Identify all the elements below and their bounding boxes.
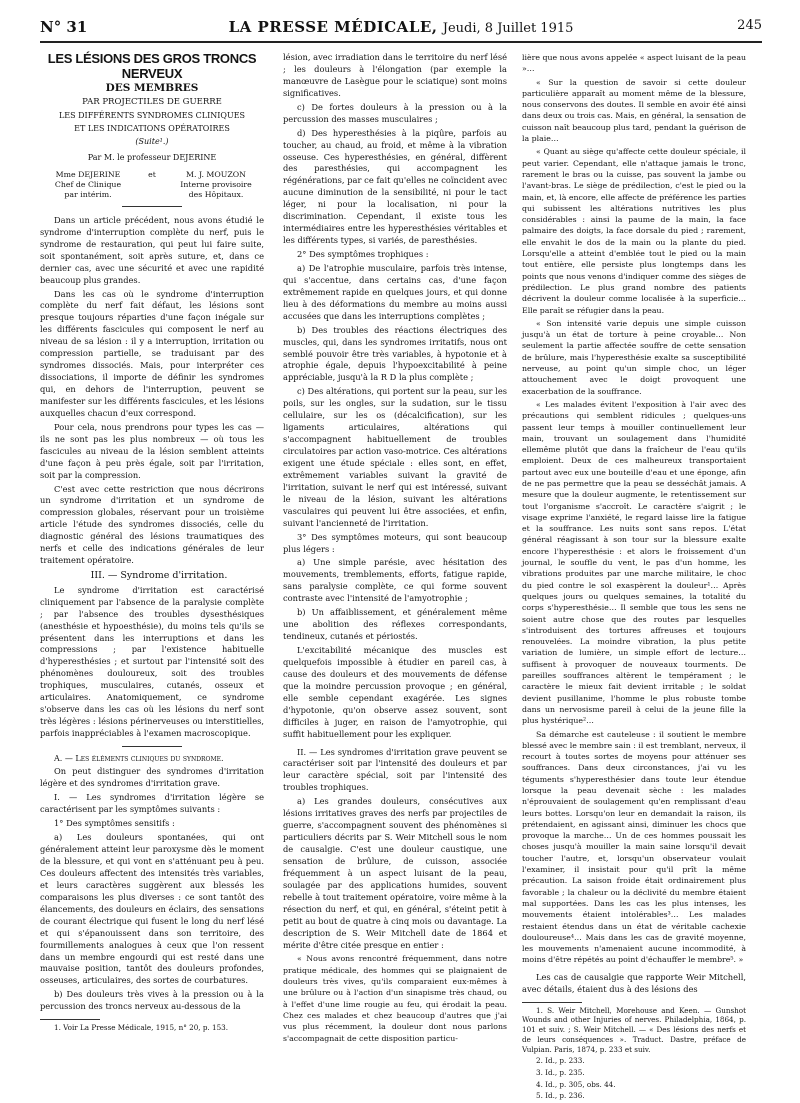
footnote: 4. Id., p. 305, obs. 44. — [536, 1079, 616, 1089]
paragraph: Pour cela, nous prendrons pour types les cas — ils ne sont pas les plus nombreux — où tous les fascicules au niveau de la lésion semblent atteints d'une façon à peu près égale, soit par l'irritation, soit par la compression. — [40, 421, 264, 480]
quotation: « Nous avons rencontré fréquemment, dans notre pratique médicale, des hommes qui se plaignaient de douleurs très vives, qu'ils comparaient eux-mêmes à une brûlure ou à l'action d'un sinapisme très chaud, ou à l'effet d'une lime rougie au feu, qui érodait la peau. Chez ces malades et chez beaucoup d'autres que j'ai vus plus récemment, la douleur dont nous parlons s'accompagnait de cette disposition particu- — [283, 954, 507, 1043]
authors-conjunction: et — [148, 169, 156, 179]
author-1 — [40, 170, 136, 200]
article-subtitle-line1: LES DIFFÉRENTS SYNDROMES CLINIQUES — [58, 110, 246, 120]
footnote-rule — [40, 1019, 100, 1020]
author-1-name: Mme DEJERINE — [55, 169, 121, 179]
paragraph: a) De l'atrophie musculaire, parfois très intense, qui s'accentue, dans certains cas, d'une façon extrêmement rapide en quelques jours, et qui donne lieu à des déformations du membre au moins aussi accusées que dans les interruptions complètes ; — [283, 262, 507, 321]
title-rule — [122, 206, 182, 207]
footnote: 1. Voir La Presse Médicale, 1915, n° 20, p. 153. — [54, 1023, 229, 1033]
symptom-heading: 2° Des symptômes trophiques : — [297, 249, 429, 259]
paragraph: c) De fortes douleurs à la pression ou à la percussion des masses musculaires ; — [283, 101, 507, 124]
header-rule — [40, 41, 762, 43]
paragraph: b) Des douleurs très vives à la pression ou à la percussion des troncs nerveux au-dessous de la — [40, 989, 264, 1012]
article-title-line3: PAR PROJECTILES DE GUERRE — [82, 97, 222, 107]
paragraph: II. — Les syndromes d'irritation grave peuvent se caractériser soit par l'intensité des douleurs et par leur caractère spécial, soit par l'intensité des troubles trophiques. — [283, 746, 507, 793]
author-1-role: Chef de Clinique — [54, 179, 122, 189]
paragraph: Dans les cas où le syndrome d'interruption complète du nerf fait défaut, les lésions sont presque toujours réparties d'une façon inégale sur les différents fascicules qui composent le nerf au niveau de sa lésion : il y a interruption, irritation ou compression partielle, se traduisant par des syndromes dissociés. Mais, pour interpréter ces dissociations, il importe de définir les syndromes qui, en dehors de l'interruption, peuvent se manifester sur les différents fascicules, et les lésions auxquelles chacun d'eux correspond. — [40, 288, 264, 418]
footnote: 1. S. Weir Mitchell, Morehouse and Keen. — Gunshot Wounds and other Injuries of nerves. Philadelphia, 1864, p. 101 et suiv. ; S. Weir Mitchell. — « Des lésions des nerfs et de leurs conséquences ». Traduct. Dastre, préface de Vulpian. Paris, 1874, p. 233 et suiv. — [522, 1005, 746, 1054]
section-heading: III. — Syndrome d'irritation. — [90, 570, 228, 582]
quotation: lière que nous avons appelée « aspect luisant de la peau »… — [522, 53, 746, 74]
paragraph: d) Des hyperesthésies à la piqûre, parfois au toucher, au chaud, au froid, et même à la vibration osseuse. Ces hyperesthésies, en général, diffèrent des paresthésies, qui accompagnent les régénérations, par ce fait qu'elles ne coïncident avec aucune diminution de la sensibilité, ni pour le tact léger, ni pour la localisation, ni pour la discrimination. Cependant, il existe tous les intermédiaires entre les hyperesthésies véritables et les différents types, si variés, de paresthésies. — [283, 127, 507, 246]
subsection-heading: A. — Les éléments cliniques du syndrome. — [54, 753, 224, 763]
paragraph: c) Des altérations, qui portent sur la peau, sur les poils, sur les ongles, sur la sudation, sur le tissu cellulaire, sur les os (décalcification), sur les ligaments articulaires, altérations qui s'accompagnent habituellement de troubles circulatoires par action vaso-motrice. Ces altérations exigent une étude spéciale : elles sont, en effet, extrêmement variables suivant la gravité de l'irritation, suivant le nerf qui est intéressé, suivant le niveau de la lésion, suivant les altérations vasculaires qui peuvent lui être associées, et enfin, suivant l'ancienneté de l'irritation. — [283, 386, 507, 528]
article-subtitle-line2: ET LES INDICATIONS OPÉRATOIRES — [74, 123, 230, 133]
author-2 — [168, 170, 264, 200]
footnote: 5. Id., p. 236. — [536, 1091, 585, 1101]
article-continuation: (Suite¹.) — [135, 137, 169, 147]
paragraph: L'excitabilité mécanique des muscles est quelquefois impossible à étudier en pareil cas, à cause des douleurs et des mouvements de défense que la moindre percussion provoque ; en général, elle semble cependant exagérée. Les signes d'hypotonie, qu'on observe assez souvent, sont difficiles à juger, en raison de l'amyotrophie, qui suffit habituellement pour les expliquer. — [283, 645, 507, 739]
article-title-block — [40, 52, 264, 164]
quotation: « Son intensité varie depuis une simple cuisson jusqu'à un état de torture à peine croyable… Non seulement la partie affectée souffre de cette sensation de brûlure, mais l'hyperesthésie exalte sa susceptibilité nerveuse, au point qu'un simple choc, un léger attouchement avec le doigt provoquent une exacerbation de la souffrance. — [522, 318, 746, 396]
quotation: « Les malades évitent l'exposition à l'air avec des précautions qui semblent ridicules ; quelques-uns passent leur temps à mouiller continuellement leur main, trouvant un soulagement dans l'humidité ellemême plutôt que dans la fraîcheur de l'eau qu'ils emploient. Deux de ces malheureux transportaient partout avec eux une bouteille d'eau et une éponge, afin de ne pas permettre que la peau se desséchât jamais. A mesure que la douleur augmente, le retentissement sur tout l'organisme s'accroît. Le caractère s'aigrit ; le visage exprime l'anxiété, le regard laisse lire la fatigue et la souffrance. Les nuits sont sans repos. L'état général réagissant à son tour sur la blessure exalte encore l'hyperesthésie : et alors le froissement d'un journal, le souffle du vent, le pas d'un homme, les vibrations produites par une marche militaire, le choc du pied contre le sol exaspèrent la douleur¹… Après quelques jours ou quelques semaines, la totalité du corps s'hyperesthésie… Il semble que tous les sens ne soient autre chose que des routes par lesquelles s'introduisent des tortures affreuses et toujours renouvelées. La moindre vibration, la plus petite variation de lumière, un simple effort de lecture… suffisent à provoquer de nouveaux tourments. De pareilles souffrances altèrent le tempérament ; le caractère le mieux fait devient irritable ; le soldat devient pusillanime, l'homme le plus robuste tombe dans un nervosisme pareil à celui de la jeune fille la plus hystérique²… — [522, 399, 746, 726]
paragraph: Le syndrome d'irritation est caractérisé cliniquement par l'absence de la paralysie complète ; par l'absence des troubles dysesthésiques (anesthésie et hypoesthésie), du moins tels qu'ils se présentent dans les interruptions et dans les compressions ; par l'existence habituelle d'hyperesthésies ; et surtout par l'intensité soit des phénomènes douloureux, soit des troubles trophiques, musculaires, cutanés, osseux et articulaires. Anatomiquement, ce syndrome s'observe dans les cas où les lésions du nerf sont très légères : lésions périnerveuses ou interstitielles, parfois inappréciables à l'examen macroscopique. — [40, 584, 264, 738]
paragraph: lésion, avec irradiation dans le territoire du nerf lésé ; les douleurs à l'élongation (par exemple la manœuvre de Lasègue pour le sciatique) sont moins significatives. — [283, 52, 507, 98]
page-header — [40, 18, 762, 40]
paragraph: a) Une simple parésie, avec hésitation des mouvements, tremblements, efforts, fatigue rapide, sans paralysie complète, ce qui forme souvent contraste avec l'intensité de l'amyotrophie ; — [283, 557, 507, 604]
column-2 — [283, 52, 507, 1046]
issue-date: Jeudi, 8 Juillet 1915 — [442, 21, 574, 36]
footnote-rule — [522, 1002, 582, 1003]
quotation: « Sur la question de savoir si cette douleur particulière apparaît au moment même de la blessure, nous conservons des doutes. Il semble en avoir été ainsi dans deux ou trois cas. Mais, en général, la sensation de cuisson naît beaucoup plus tard, pendant la guérison de la plaie… — [522, 77, 746, 144]
paragraph: Les cas de causalgie que rapporte Weir Mitchell, avec détails, étaient dus à des lésions des — [522, 971, 746, 994]
paragraph: On peut distinguer des syndromes d'irritation légère et des syndromes d'irritation grave. — [40, 766, 264, 789]
author-2-name: M. J. MOUZON — [186, 169, 246, 179]
paragraph: I. — Les syndromes d'irritation légère se caractérisent par les symptômes suivants : — [40, 792, 264, 815]
quotation: « Quant au siège qu'affecte cette douleur spéciale, il peut varier. Cependant, elle n'attaque jamais le tronc, rarement le bras ou la cuisse, pas souvent la jambe ou l'avant-bras. Le siège de prédilection, c'est le pied ou la main, et, là encore, elle affecte de préférence les parties qui subissent les altérations nutritives les plus considérables : ainsi la paume de la main, la face palmaire des doigts, la face dorsale du pied ; rarement, elle envahit le dos de la main ou la plante du pied. Lorsqu'elle a atteint d'emblée tout le pied ou la main tout entière, elle persiste plus longtemps dans les points que nous venons d'indiquer comme des sièges de prédilection. Le plus grand nombre des patients décrivent la douleur comme localisée à la superficie… Elle paraît se réfugier dans la peau. — [522, 147, 746, 315]
paragraph: a) Les grandes douleurs, consécutives aux lésions irritatives graves des nerfs par projectiles de guerre, s'accompagnent souvent des phénomènes si particuliers décrits par S. Weir Mitchell sous le nom de causalgie. C'est une douleur caustique, une sensation de brûlure, de cuisson, associée fréquemment à un aspect luisant de la peau, soulagée par des applications humides, souvent rebelle à tout traitement opératoire, voire même à la résection du nerf, et qui, en général, s'éteint petit à petit au bout de quatre à cinq mois ou davantage. La description de S. Weir Mitchell date de 1864 et mérite d'être citée presque en entier : — [283, 796, 507, 950]
authors-block — [40, 170, 264, 200]
author-1-role2: par intérim. — [64, 189, 112, 199]
paragraph: C'est avec cette restriction que nous décrirons un syndrome d'irritation et un syndrome de compression globales, réservant pour un troisième article l'étude des syndromes dissociés, celle du diagnostic général des lésions traumatiques des nerfs et celle des indications générales de leur traitement opératoire. — [40, 483, 264, 566]
page-number: 245 — [737, 18, 762, 33]
paragraph: b) Des troubles des réactions électriques des muscles, qui, dans les syndromes irritatifs, nous ont semblé pouvoir être très variables, à hypotonie et à atrophie égale, depuis l'hypoexcitabilité à peine appréciable, jusqu'à la R D la plus complète ; — [283, 324, 507, 383]
paragraph: a) Les douleurs spontanées, qui ont généralement atteint leur paroxysme dès le moment de la blessure, et qui vont en s'atténuant peu à peu. Ces douleurs affectent des intensités très variables, et leurs caractères suggèrent aux blessés les comparaisons les plus diverses : ce sont tantôt des élancements, des douleurs en éclairs, des sensations de courant électrique qui fusent le long du nerf lésé et qui s'épanouissent dans son territoire, des fourmillements analogues à ceux que l'on ressent dans un membre engourdi qui est resté dans une mauvaise position, tantôt des douleurs profondes, osseuses, articulaires, des sortes de courbatures. — [40, 832, 264, 986]
article-title: LES LÉSIONS DES GROS TRONCS NERVEUX — [47, 51, 257, 81]
column-1 — [40, 52, 264, 1035]
author-2-role: Interne provisoire — [180, 179, 252, 189]
article-byline: Par M. le professeur DEJERINE — [87, 153, 217, 162]
symptom-heading: 1° Des symptômes sensitifs : — [54, 818, 175, 829]
issue-number: N° 31 — [40, 18, 88, 36]
footnote: 3. Id., p. 235. — [536, 1067, 585, 1077]
article-title-line2: DES MEMBRES — [105, 81, 199, 94]
quotation: Sa démarche est cauteleuse : il soutient le membre blessé avec le membre sain : il est tremblant, nerveux, il recourt à toutes sortes de moyens pour atténuer ses souffrances. Dans deux circonstances, j'ai vu les téguments s'hyperesthésier dans toute leur étendue lorsque la peau devenait sèche : les malades n'éprouvaient de soulagement qu'en remplissant d'eau leurs bottes. Lorsqu'on leur en demandait la raison, ils prétendaient, en agissant ainsi, diminuer les chocs que provoque la marche… Un de ces hommes poussait les choses jusqu'à mouiller la main saine lorsqu'il devait toucher l'autre, et, lorsqu'un observateur voulait l'examiner, il insistait pour qu'il prît la même précaution. La saison froide était ordinairement plus favorable ; la chaleur ou la déclivité du membre étaient mal supportées. Dans les cas les plus intenses, les mouvements étaient intolérables³… Les malades restaient étendus dans un état de véritable cachexie douloureuse⁴… Mais dans les cas de gravité moyenne, les mouvements n'amenaient aucune incommodité, à moins d'être répétés au point d'échauffer le membre⁵. » — [522, 729, 746, 965]
author-2-role2: des Hôpitaux. — [188, 189, 244, 199]
paragraph: b) Un affaiblissement, et généralement même une abolition des réflexes correspondants, tendineux, cutanés et périostés. — [283, 607, 507, 642]
symptom-heading: 3° Des symptômes moteurs, qui sont beaucoup plus légers : — [283, 531, 507, 554]
section-rule — [122, 746, 182, 747]
journal-name: LA PRESSE MÉDICALE, — [228, 18, 438, 36]
column-3 — [522, 52, 746, 1103]
footnote: 2. Id., p. 233. — [536, 1056, 585, 1066]
journal-title — [40, 18, 762, 36]
paragraph: Dans un article précédent, nous avons étudié le syndrome d'interruption complète du nerf, puis le syndrome de restauration, qui peut lui faire suite, soit spontanément, soit après suture, et, dans ce dernier cas, avec une sécurité et avec une rapidité beaucoup plus grandes. — [40, 214, 264, 285]
